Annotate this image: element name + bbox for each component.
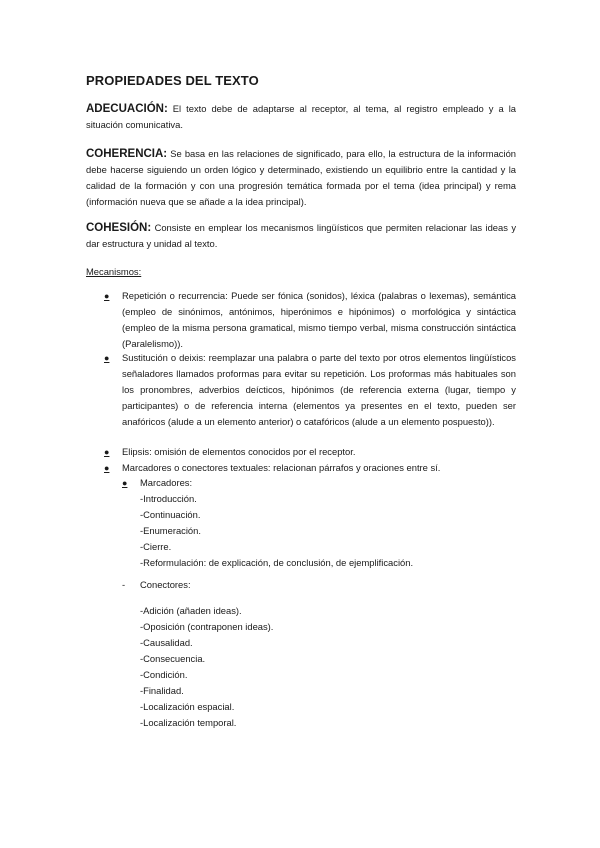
- list-item: -Finalidad.: [140, 685, 184, 696]
- list-item: -Localización espacial.: [140, 701, 235, 712]
- cohesion-paragraph: [86, 220, 516, 252]
- list-item-text: Sustitución o deixis: reemplazar una palabra o parte del texto por otros elementos lingüísticos señaladores llamados proformas para evitar su repetición. Los proformas más habituales son los pronombres, adverbios deícticos, hipónimos (de referencia externa (lugar, tiempo y participantes) o de referencia interna (elementos ya presentes en el texto, pueden ser anafóricos (alude a un elemento anterior) o catafóricos (alude a un elemento pospuesto)).: [122, 352, 516, 427]
- adecuacion-paragraph: [86, 101, 516, 133]
- coherencia-paragraph: [86, 146, 516, 210]
- list-item: -Oposición (contraponen ideas).: [140, 621, 274, 632]
- list-item-text: Marcadores o conectores textuales: relacionan párrafos y oraciones entre sí.: [122, 462, 441, 473]
- list-item: -Enumeración.: [140, 525, 201, 536]
- bullet-icon: ●: [104, 291, 110, 301]
- list-item: [104, 444, 516, 460]
- bullet-icon: ●: [122, 478, 128, 488]
- adecuacion-text: El texto debe de adaptarse al receptor, al tema, al registro empleado y a la situación comunicativa.: [86, 103, 516, 130]
- list-item: -Cierre.: [140, 541, 172, 552]
- marcadores-item: [122, 475, 192, 491]
- cohesion-text: Consiste en emplear los mecanismos lingüísticos que permiten relacionar las ideas y dar estructura y unidad al texto.: [86, 222, 517, 249]
- conectores-dash: -: [122, 579, 126, 590]
- list-item: -Causalidad.: [140, 637, 193, 648]
- list-item: [104, 460, 516, 476]
- list-item: -Introducción.: [140, 493, 197, 504]
- cohesion-label: COHESIÓN:: [86, 222, 152, 234]
- adecuacion-label: ADECUACIÓN:: [86, 103, 168, 115]
- coherencia-text: Se basa en las relaciones de significado, para ello, la estructura de la información debe hacerse siguiendo un orden lógico y determinado, existiendo un equilibrio entre la cantidad y la calidad de la formación y con una progresión temática formada por el tema (idea principal) y rema (información nueva que se añade a la idea principal).: [86, 148, 516, 207]
- bullet-icon: ●: [104, 353, 110, 363]
- list-item: -Localización temporal.: [140, 717, 237, 728]
- list-item-text: Elipsis: omisión de elementos conocidos por el receptor.: [122, 446, 356, 457]
- list-item-text: Repetición o recurrencia: Puede ser fónica (sonidos), léxica (palabras o lexemas), semántica (empleo de sinónimos, antónimos, hiperónimos e hipónimos) o morfológica y sintáctica (empleo de la misma persona gramatical, mismo tiempo verbal, misma construcción sintáctica (Paralelismo)).: [122, 290, 516, 349]
- list-item: [104, 288, 516, 352]
- bullet-icon: ●: [104, 447, 110, 457]
- list-item: -Consecuencia.: [140, 653, 206, 664]
- conectores-label: Conectores:: [140, 579, 191, 590]
- list-item: [104, 350, 516, 430]
- mecanismos-heading: Mecanismos:: [86, 266, 142, 277]
- list-item: -Reformulación: de explicación, de conclusión, de ejemplificación.: [140, 557, 414, 568]
- list-item: -Adición (añaden ideas).: [140, 605, 242, 616]
- bullet-icon: ●: [104, 463, 110, 473]
- marcadores-label: Marcadores:: [140, 477, 193, 488]
- list-item: -Continuación.: [140, 509, 201, 520]
- coherencia-label: COHERENCIA:: [86, 148, 168, 160]
- list-item: -Condición.: [140, 669, 188, 680]
- page-title: PROPIEDADES DEL TEXTO: [86, 73, 259, 88]
